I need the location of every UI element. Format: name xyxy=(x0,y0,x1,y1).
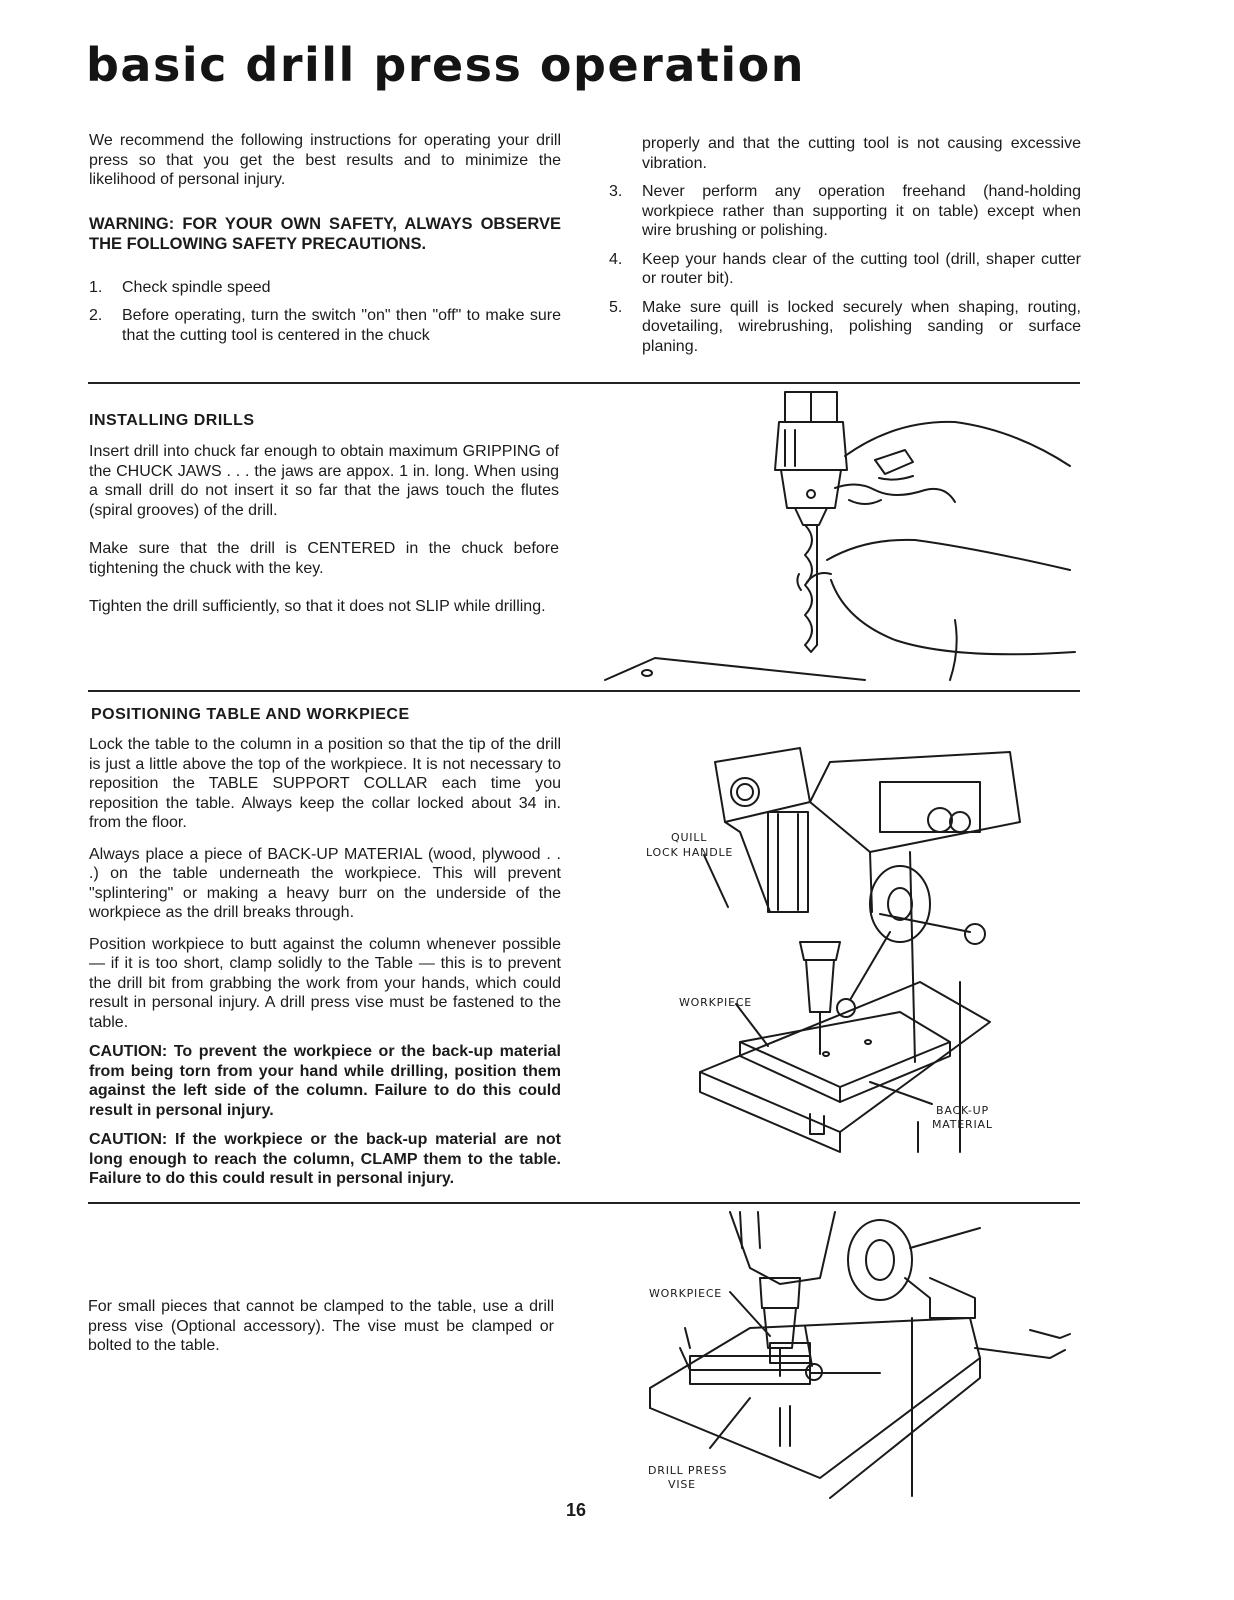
vise-workpiece-label: WORKPIECE xyxy=(649,1287,723,1300)
caution-text: If the workpiece or the back-up material are not long enough to reach the column, CLAMP them to the table. Failure to do this could result in personal injury. xyxy=(89,1131,561,1187)
list-item-number: 3. xyxy=(609,183,623,200)
list-item-number: 4. xyxy=(609,250,623,268)
installing-drills-heading: INSTALLING DRILLS xyxy=(89,412,255,429)
intro-left-column xyxy=(89,131,561,345)
list-item-text: Make sure quill is locked securely when shaping, routing, dovetailing, wirebrushing, polishing sanding or surface planing. xyxy=(642,298,1081,355)
list-item-number: 2. xyxy=(89,307,103,324)
positioning-paragraph: Position workpiece to butt against the column whenever possible — if it is too short, clamp solidly to the Table — this is to prevent the drill bit from grabbing the work from your hands, which could result in personal injury. A drill press vise must be fastened to the table. xyxy=(89,935,561,1031)
positioning-text xyxy=(89,735,561,1189)
installing-drill-illustration xyxy=(595,390,1080,690)
caution-note xyxy=(89,1042,561,1120)
caution-label: CAUTION: xyxy=(89,1043,168,1060)
safety-warning: WARNING: FOR YOUR OWN SAFETY, ALWAYS OBSERVE THE FOLLOWING SAFETY PRECAUTIONS. xyxy=(89,214,561,253)
positioning-paragraph: Always place a piece of BACK-UP MATERIAL (wood, plywood . . .) on the table underneath the workpiece. This will prevent "splintering" or making a heavy burr on the underside of the workpiece as the drill breaks through. xyxy=(89,845,561,921)
section-divider xyxy=(88,1202,1080,1204)
installing-paragraph: Insert drill into chuck far enough to obtain maximum GRIPPING of the CHUCK JAWS . . . the jaws are appox. 1 in. long. When using a small drill do not insert it so far that the jaws touch the flutes (spiral grooves) of the drill. xyxy=(89,443,559,519)
quill-lock-label: QUILL xyxy=(671,831,708,844)
caution-label: CAUTION: xyxy=(89,1131,168,1148)
drill-press-vise-label: DRILL PRESS xyxy=(648,1464,728,1477)
backup-material-label: BACK-UP xyxy=(936,1104,989,1117)
positioning-heading: POSITIONING TABLE AND WORKPIECE xyxy=(91,706,410,723)
installing-paragraph: Tighten the drill sufficiently, so that it does not SLIP while drilling. xyxy=(89,598,546,615)
positioning-paragraph: Lock the table to the column in a position so that the tip of the drill is just a little above the top of the workpiece. It is not necessary to reposition the TABLE SUPPORT COLLAR each time you reposition the table. Always keep the collar locked about 34 in. from the floor. xyxy=(89,736,561,831)
vise-text xyxy=(88,1297,554,1356)
list-item-text: Never perform any operation freehand (hand-holding workpiece rather than supporting it on table) except when wire brushing or polishing. xyxy=(642,183,1081,239)
list-item-number: 5. xyxy=(609,298,623,316)
list-item-number: 1. xyxy=(89,278,103,296)
page-title: basic drill press operation xyxy=(86,38,805,92)
list-item-text: Before operating, turn the switch "on" then "off" to make sure that the cutting tool is centered in the chuck xyxy=(122,307,561,344)
list-item xyxy=(89,278,561,298)
installing-drills-text xyxy=(89,442,559,617)
backup-material-label: MATERIAL xyxy=(932,1118,993,1131)
list-item-text: Check spindle speed xyxy=(122,278,271,296)
list-item xyxy=(89,306,561,345)
drill-press-vise-label: VISE xyxy=(668,1478,696,1491)
installing-paragraph: Make sure that the drill is CENTERED in the chuck before tightening the chuck with the key. xyxy=(89,540,559,577)
workpiece-label: WORKPIECE xyxy=(679,996,753,1009)
list-item xyxy=(609,250,1081,289)
list-item-text: Keep your hands clear of the cutting tool (drill, shaper cutter or router bit). xyxy=(642,250,1081,287)
quill-lock-label: LOCK HANDLE xyxy=(646,846,734,859)
section-divider xyxy=(88,690,1080,692)
safety-list-right xyxy=(609,182,1081,356)
list-item-continuation: properly and that the cutting tool is not causing excessive vibration. xyxy=(642,135,1081,172)
vise-paragraph: For small pieces that cannot be clamped to the table, use a drill press vise (Optional accessory). The vise must be clamped or bolted to the table. xyxy=(88,1298,554,1354)
page-number: 16 xyxy=(566,1500,587,1520)
section-divider xyxy=(88,382,1080,384)
drill-press-vise-illustration xyxy=(630,1208,1080,1500)
caution-text: To prevent the workpiece or the back-up material from being torn from your hand while drilling, position them against the left side of the column. Failure to do this could result in personal injury. xyxy=(89,1043,561,1119)
intro-right-column xyxy=(609,134,1081,356)
caution-note xyxy=(89,1130,561,1189)
drill-press-table-illustration xyxy=(640,742,1040,1162)
list-item xyxy=(609,182,1081,241)
intro-paragraph: We recommend the following instructions for operating your drill press so that you get the best results and to minimize the likelihood of personal injury. xyxy=(89,132,561,188)
list-item xyxy=(609,298,1081,357)
safety-list-left xyxy=(89,278,561,346)
